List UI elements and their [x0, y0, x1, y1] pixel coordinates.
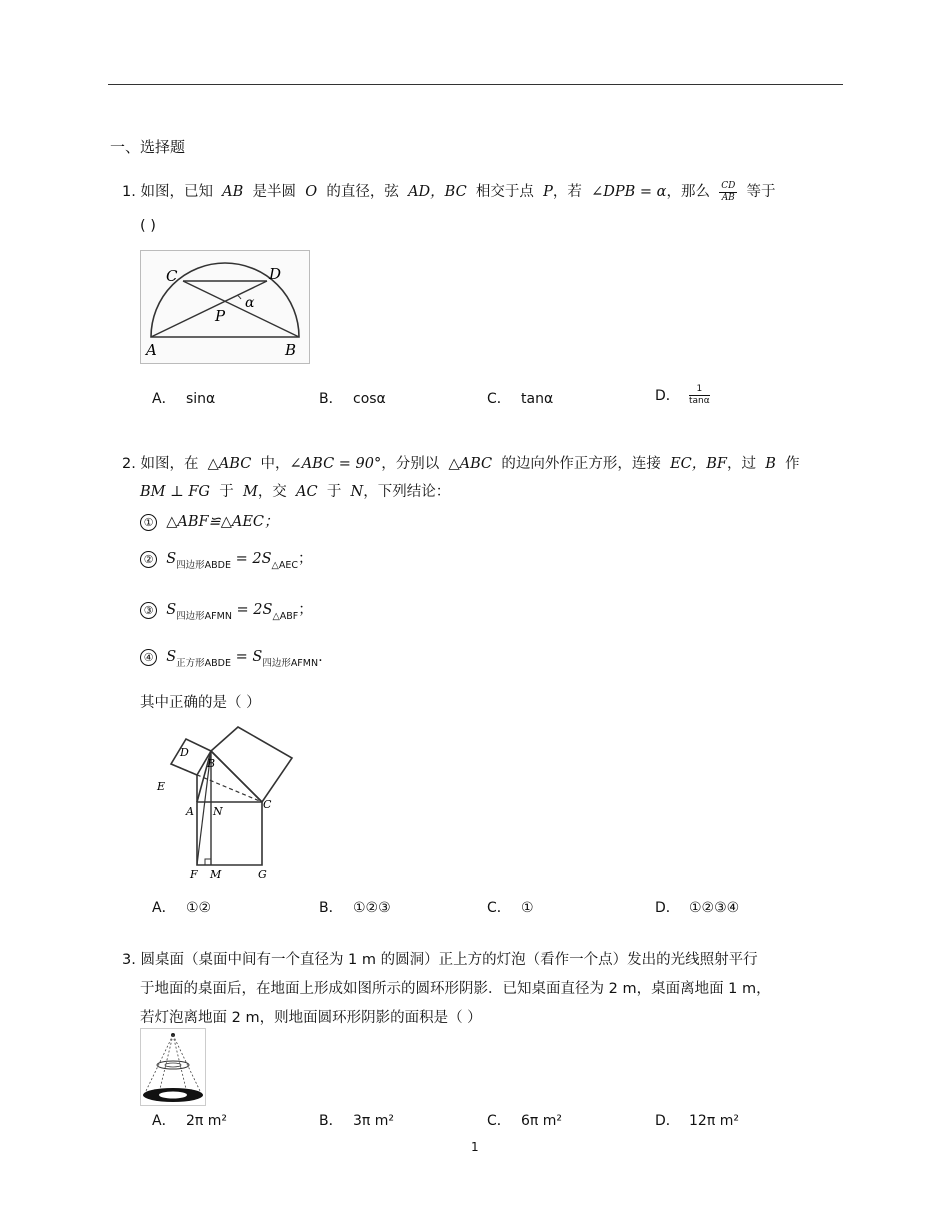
figure-label-n: N	[213, 805, 223, 818]
option-label: A．	[152, 391, 176, 407]
q2-math-m: M	[242, 484, 258, 500]
q1-math-adbc: AD，BC	[408, 184, 467, 200]
figure-label-d: D	[180, 746, 189, 759]
q2-text-jiao: ，交	[257, 484, 287, 500]
conclusion-eq: = 2S	[231, 602, 273, 618]
q2-conclusion-3	[140, 598, 313, 622]
conclusion-s: S	[166, 551, 177, 567]
option-label: C．	[487, 1113, 511, 1129]
circled-number: ②	[140, 551, 157, 568]
q2-math-bmfg: BM ⊥ FG	[140, 484, 211, 500]
conclusion-end: .	[318, 649, 323, 665]
figure-label-alpha: α	[245, 295, 255, 311]
figure-label-e: E	[157, 780, 166, 793]
option-frac-den: tanα	[689, 396, 710, 406]
figure-label-f: F	[190, 868, 198, 881]
q1-option-c[interactable]	[487, 388, 553, 408]
q2-text-g: 作	[785, 456, 800, 472]
option-value: ①②③④	[689, 900, 740, 916]
option-fraction	[689, 384, 710, 407]
question-3-line-2: 于地面的桌面后，在地面上形成如图所示的圆环形阴影．已知桌面直径为 2 m，桌面离地面 1 m，	[140, 981, 771, 997]
q3-option-a[interactable]	[152, 1110, 227, 1130]
option-value: tanα	[521, 391, 554, 407]
q2-math-ecbf: EC，BF	[670, 456, 727, 472]
figure-label-d: D	[269, 265, 282, 283]
conclusion-sub: 正方形ABDE	[176, 658, 231, 669]
option-label: A．	[152, 900, 176, 916]
conclusion-sub2: △ABF	[272, 611, 299, 622]
q1-text-g: 等于	[746, 184, 776, 200]
q2-text-a: 如图，在	[140, 456, 199, 472]
q3-text-line1: 圆桌面（桌面中间有一个直径为 1 m 的圆洞）正上方的灯泡（看作一个点）发出的光线照射平行	[140, 952, 758, 968]
q2-math-tri2: △ABC	[448, 456, 493, 472]
q2-option-d[interactable]	[655, 897, 739, 917]
q1-option-b[interactable]	[319, 388, 386, 408]
header-rule	[108, 84, 843, 85]
option-value: sinα	[186, 391, 216, 407]
conclusion-sub: 四边形AFMN	[176, 611, 232, 622]
circled-number: ③	[140, 602, 157, 619]
question-3-line-1	[122, 948, 758, 969]
q2-math-angle: ∠ABC = 90°	[289, 456, 382, 472]
option-label: B．	[319, 1113, 343, 1129]
question-number: 2.	[122, 456, 136, 472]
q2-text-yu2: 于	[326, 484, 342, 500]
option-frac-num: 1	[689, 384, 710, 396]
q1-math-p: P	[543, 184, 553, 200]
q1-option-a[interactable]	[152, 388, 215, 408]
q1-text-f: ，那么	[666, 184, 710, 200]
q3-lamp-shadow-figure	[140, 1028, 206, 1106]
option-value: 2π m²	[186, 1113, 228, 1129]
conclusion-end: ；	[297, 551, 313, 567]
question-number: 3.	[122, 952, 136, 968]
q1-frac-den: AB	[721, 192, 735, 203]
question-1-text	[122, 180, 776, 204]
question-3-line-3: 若灯泡离地面 2 m，则地面圆环形阴影的面积是（ ）	[140, 1010, 482, 1026]
option-label: C．	[487, 391, 511, 407]
q3-option-b[interactable]	[319, 1110, 394, 1130]
option-label: B．	[319, 900, 343, 916]
question-2-line-2	[140, 480, 450, 501]
question-2-line-1	[122, 452, 800, 473]
q1-math-ab: AB	[222, 184, 244, 200]
q2-conclusion-4	[140, 649, 323, 669]
figure-label-a: A	[146, 341, 157, 359]
section-title: 一、选择题	[110, 138, 186, 156]
option-value: ①②③	[353, 900, 391, 916]
figure-label-c: C	[166, 267, 178, 285]
q1-text-c: 的直径，弦	[326, 184, 399, 200]
q3-option-c[interactable]	[487, 1110, 562, 1130]
figure-label-m: M	[210, 868, 222, 881]
option-value: ①②	[186, 900, 212, 916]
q1-text-d: 相交于点	[475, 184, 534, 200]
q1-math-o: O	[305, 184, 318, 200]
q2-text-c: ，分别以	[381, 456, 440, 472]
figure-label-b: B	[207, 757, 216, 770]
q2-question: 其中正确的是（ ）	[140, 695, 261, 711]
option-label: B．	[319, 391, 343, 407]
conclusion-text: △ABF≌△AEC；	[166, 514, 279, 530]
q1-semicircle-figure	[140, 250, 310, 364]
option-value: 6π m²	[521, 1113, 563, 1129]
conclusion-sub: 四边形ABDE	[176, 560, 231, 571]
conclusion-s: S	[166, 602, 177, 618]
figure-label-p: P	[215, 307, 226, 325]
q2-text-d: 的边向外作正方形，连接	[501, 456, 661, 472]
option-label: D．	[655, 1113, 680, 1129]
q3-option-d[interactable]	[655, 1110, 739, 1130]
q1-math-angle: ∠DPB = α	[591, 184, 667, 200]
figure-label-g: G	[258, 868, 267, 881]
q1-text-e: ，若	[552, 184, 582, 200]
q2-math-n: N	[350, 484, 364, 500]
q1-frac-num: CD	[721, 180, 736, 191]
option-value: 12π m²	[689, 1113, 739, 1129]
conclusion-sub2: 四边形AFMN	[262, 658, 319, 669]
q2-text-b: 中，	[260, 456, 290, 472]
q1-option-d[interactable]	[655, 384, 710, 407]
q1-text-a: 如图，已知	[140, 184, 213, 200]
q2-math-b: B	[765, 456, 776, 472]
q2-text-f: ，过	[726, 456, 756, 472]
circled-number: ④	[140, 649, 157, 666]
page-number: 1	[471, 1140, 479, 1154]
option-label: D．	[655, 387, 680, 404]
q1-text-b: 是半圆	[252, 184, 297, 200]
q2-squares-figure	[150, 722, 300, 882]
conclusion-eq: = 2S	[231, 551, 272, 567]
q2-option-c[interactable]	[487, 897, 534, 917]
option-value: 3π m²	[353, 1113, 395, 1129]
q2-option-a[interactable]	[152, 897, 211, 917]
conclusion-s: S	[166, 649, 177, 665]
q2-math-tri1: △ABC	[207, 456, 252, 472]
option-value: cosα	[353, 391, 386, 407]
q1-fraction	[719, 181, 737, 204]
option-value: ①	[521, 900, 534, 916]
conclusion-eq: = S	[231, 649, 263, 665]
q2-conclusion-1	[140, 510, 279, 531]
q2-conclusion-2	[140, 547, 312, 571]
figure-label-b: B	[285, 341, 297, 359]
option-label: A．	[152, 1113, 176, 1129]
q2-text-yu1: 于	[219, 484, 234, 500]
option-label: C．	[487, 900, 511, 916]
question-number: 1.	[122, 184, 136, 200]
q2-math-ac: AC	[296, 484, 318, 500]
q2-text-conclusions: ，下列结论：	[363, 484, 451, 500]
conclusion-sub2: △AEC	[271, 560, 298, 571]
q1-blank: ( )	[140, 218, 156, 234]
option-label: D．	[655, 900, 680, 916]
figure-label-c: C	[263, 798, 272, 811]
figure-label-a: A	[186, 805, 194, 818]
conclusion-end: ；	[298, 602, 313, 618]
q2-option-b[interactable]	[319, 897, 391, 917]
circled-number: ①	[140, 514, 157, 531]
